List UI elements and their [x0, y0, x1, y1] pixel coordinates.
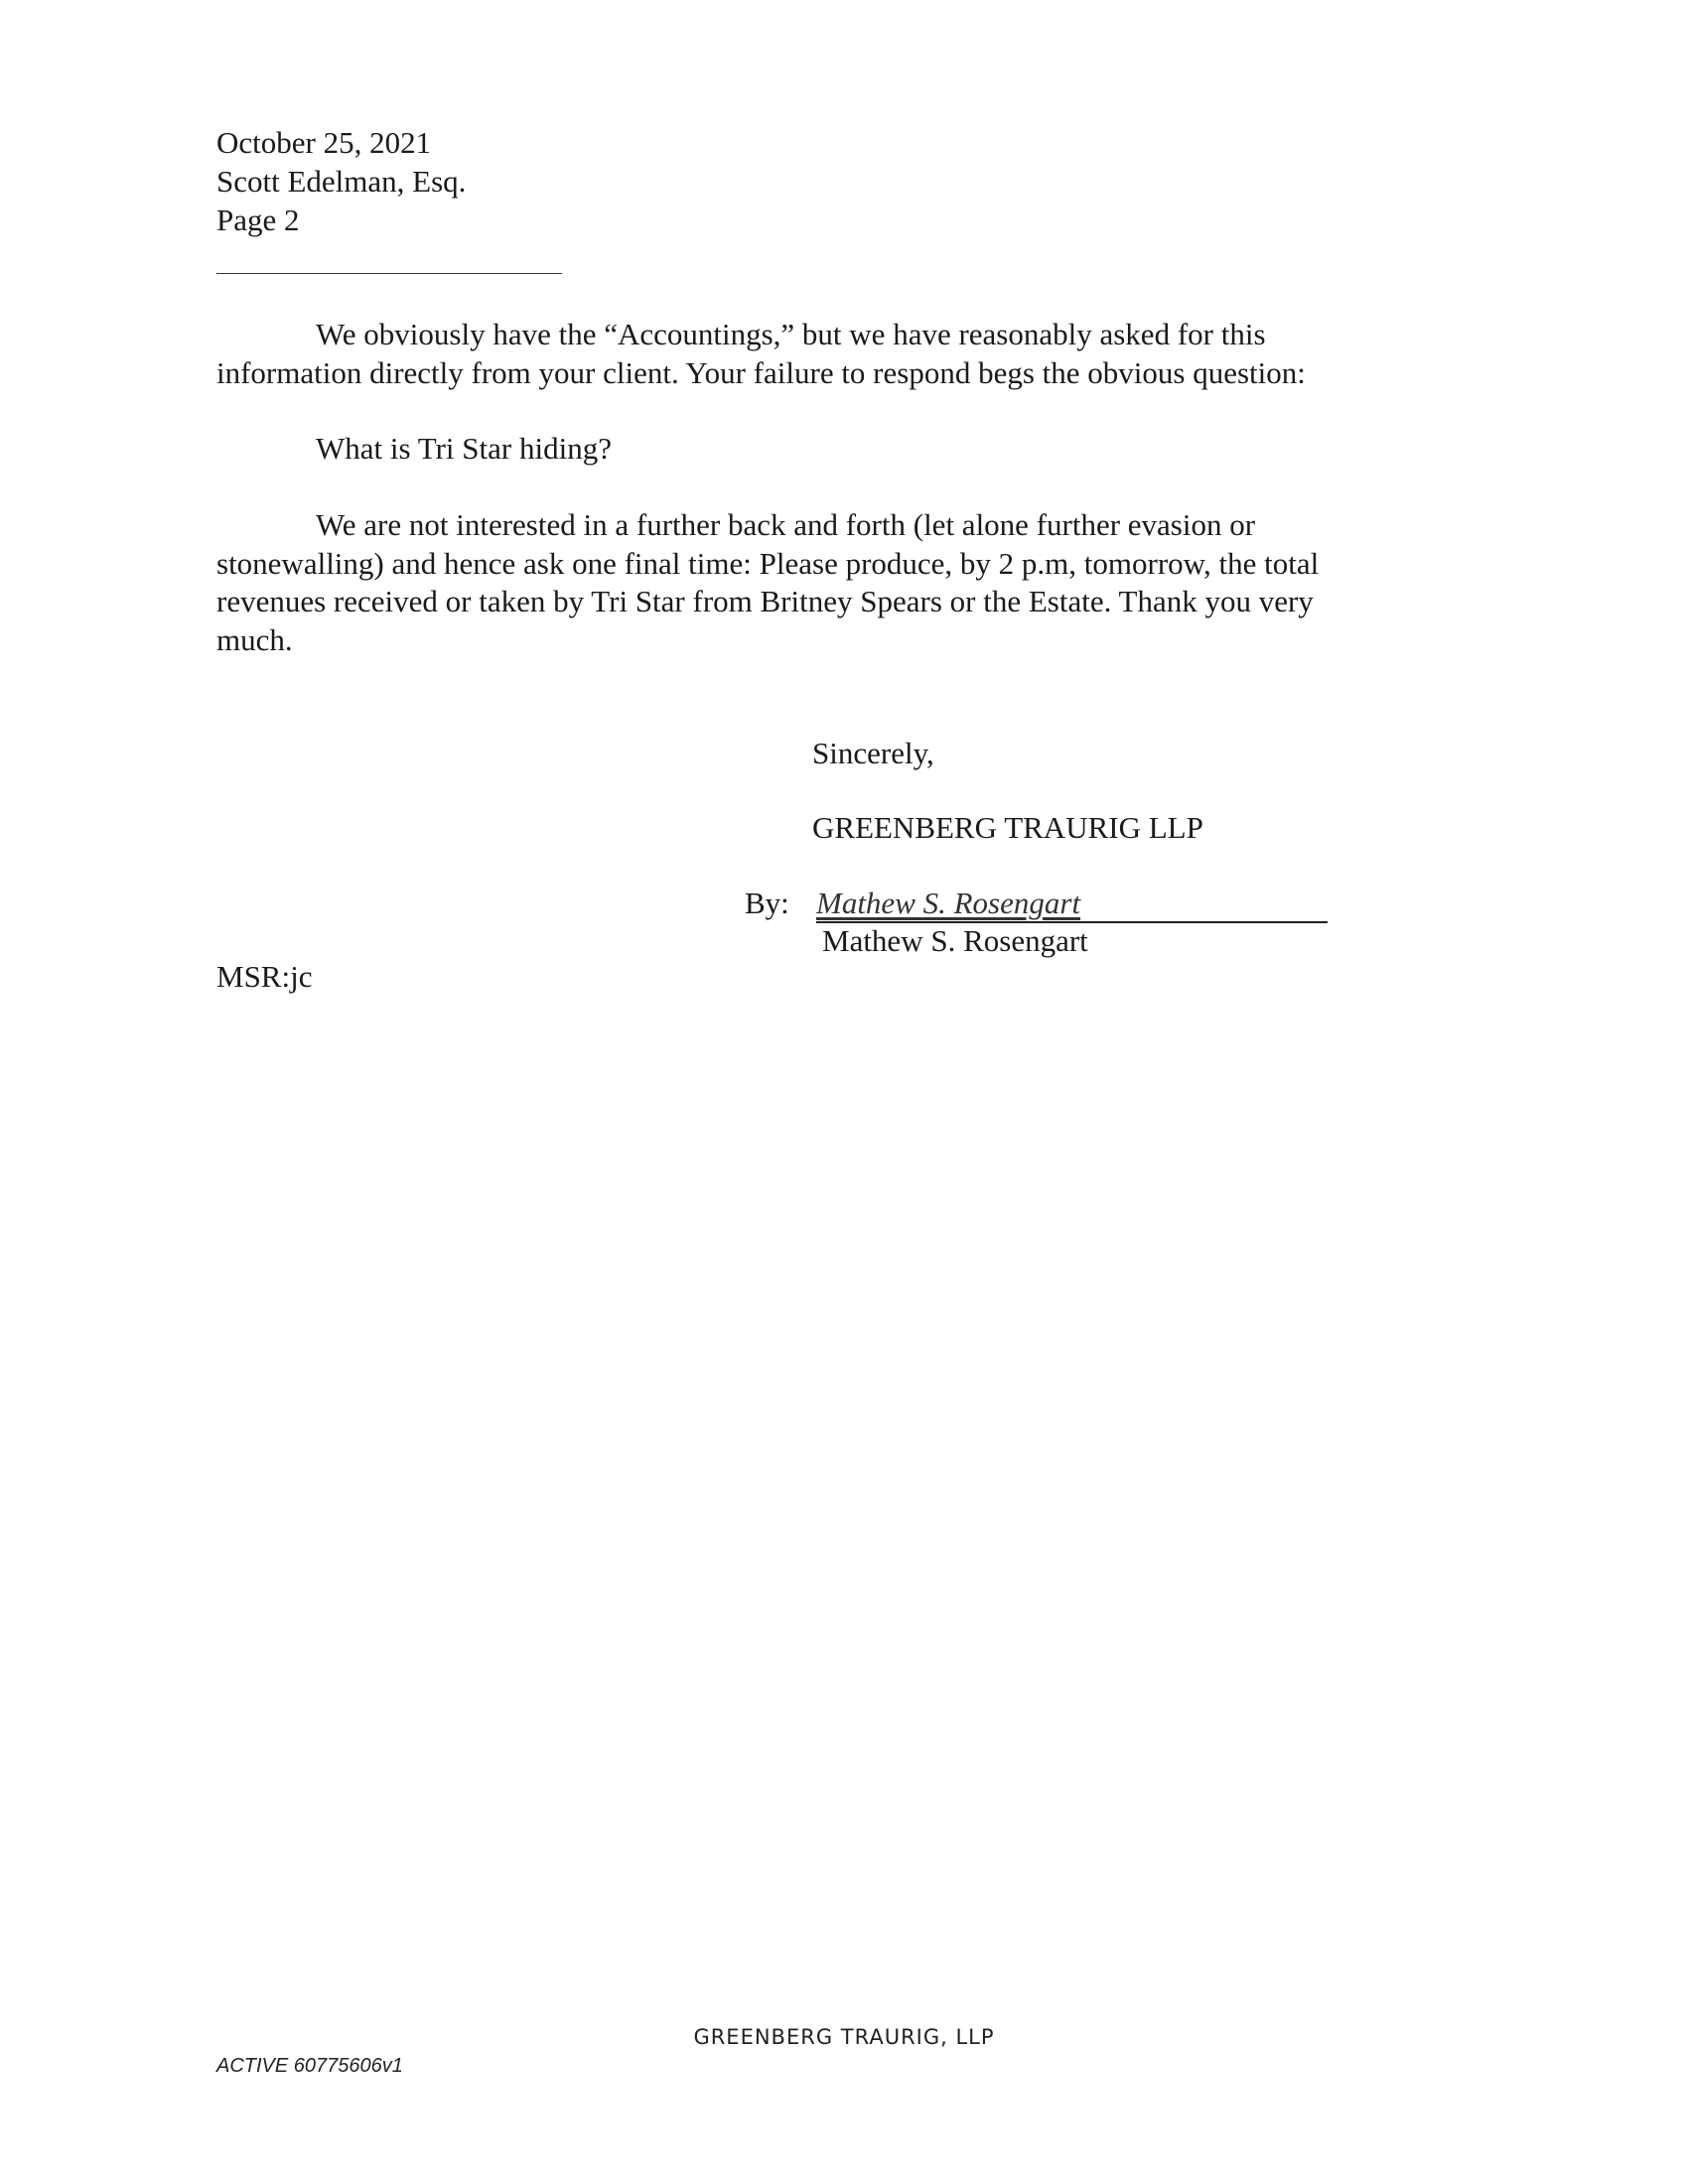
closing-firm-name: GREENBERG TRAURIG LLP [812, 810, 1203, 845]
paragraph-line: information directly from your client. Your failure to respond begs the obvious question: [216, 354, 1306, 390]
letter-header [216, 123, 466, 239]
typist-initials: MSR:jc [216, 959, 313, 994]
paragraph-line: We obviously have the “Accountings,” but we have reasonably asked for this [316, 317, 1266, 351]
paragraph-question [216, 430, 1458, 469]
printed-signer-name: Mathew S. Rosengart [822, 923, 1088, 958]
page-number: Page 2 [216, 203, 300, 237]
signature-by-label: By: [745, 886, 789, 920]
paragraph-line: revenues received or taken by Tri Star from Britney Spears or the Estate. Thank you very [216, 584, 1314, 618]
signature: Mathew S. Rosengart [816, 886, 1081, 920]
header-divider [216, 273, 562, 274]
paragraph-accountings [216, 316, 1458, 392]
footer-document-id: ACTIVE 60775606v1 [216, 2055, 403, 2077]
paragraph-line: What is Tri Star hiding? [316, 431, 612, 466]
footer-firm-name: GREENBERG TRAURIG, LLP [693, 2025, 995, 2049]
paragraph-line: stonewalling) and hence ask one final time: Please produce, by 2 p.m, tomorrow, the total [216, 545, 1320, 581]
closing-salutation: Sincerely, [812, 736, 934, 770]
paragraph-line: We are not interested in a further back and forth (let alone further evasion or [316, 507, 1256, 542]
paragraph-request [216, 506, 1458, 659]
letter-recipient: Scott Edelman, Esq. [216, 164, 467, 199]
letter-date: October 25, 2021 [216, 125, 432, 160]
paragraph-line: much. [216, 621, 293, 657]
